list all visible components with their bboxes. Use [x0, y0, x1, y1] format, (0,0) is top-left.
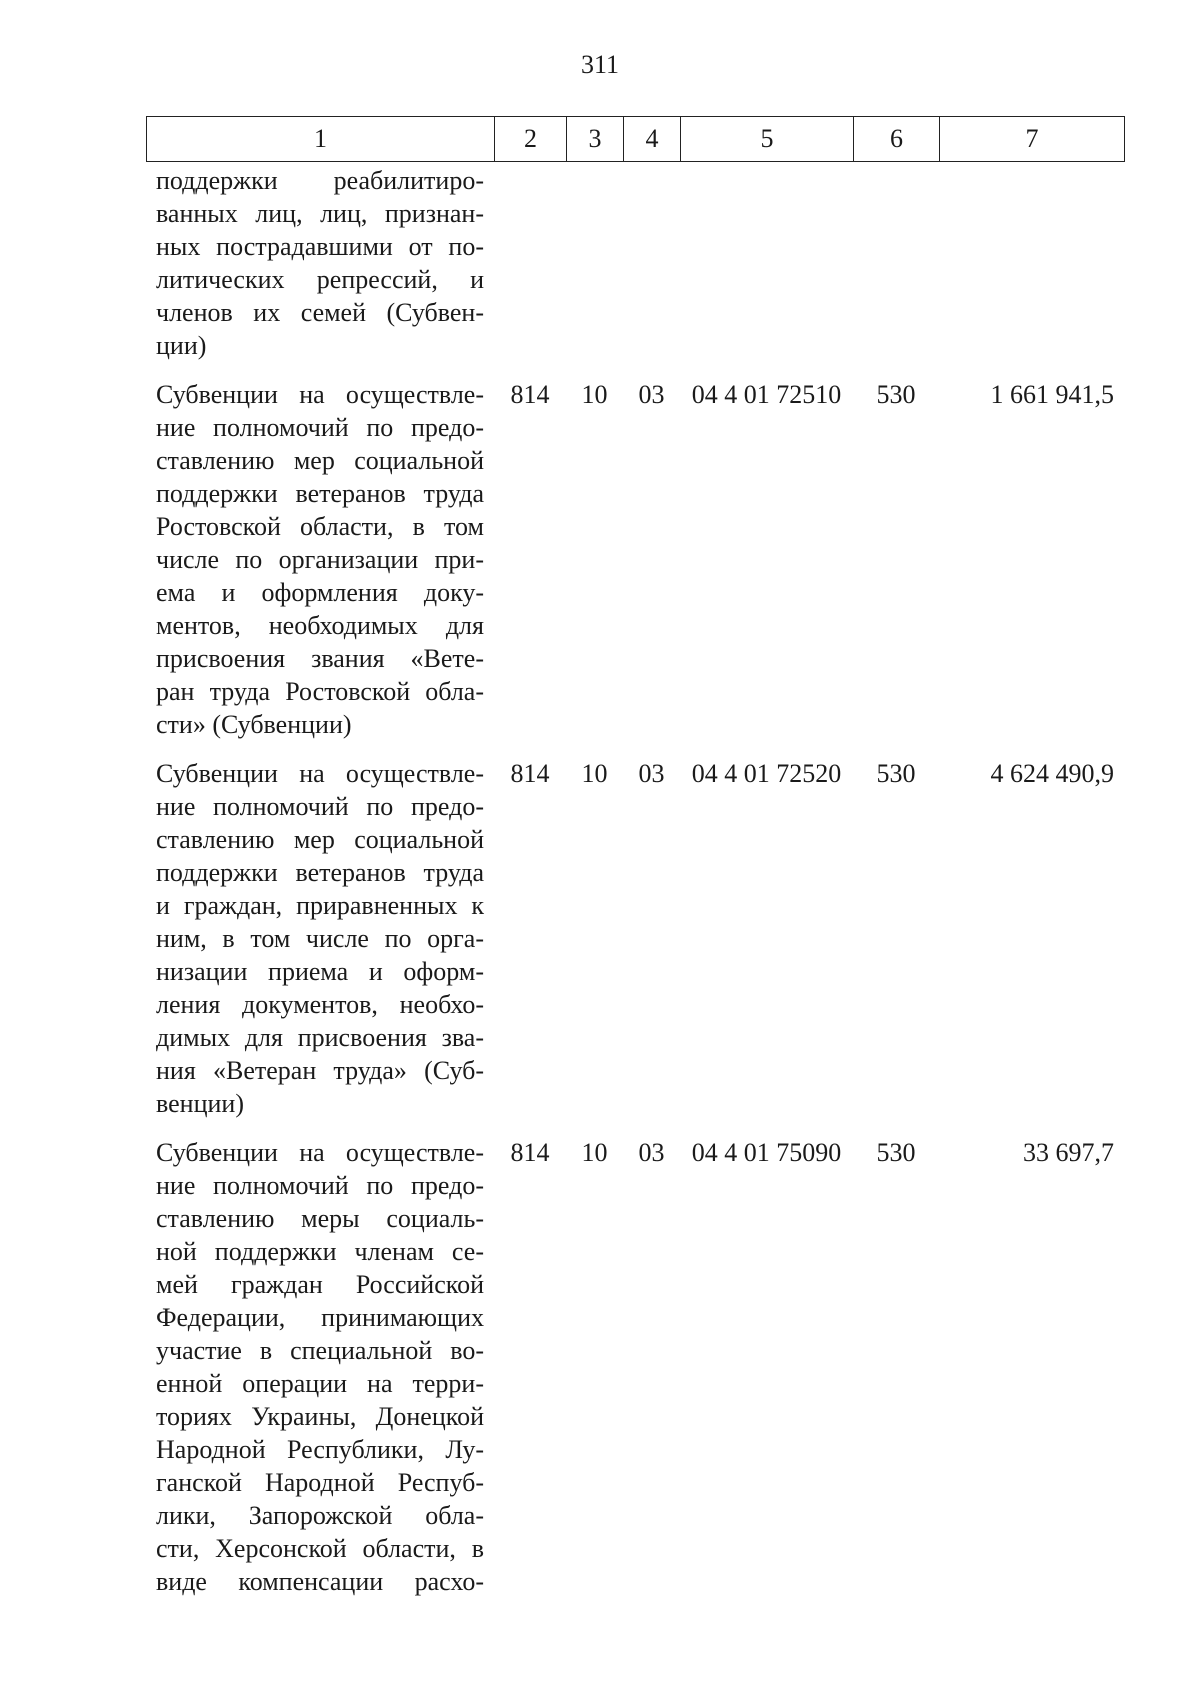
- description-line: енной операции на терри-: [156, 1369, 484, 1398]
- description-line: низации приема и оформ-: [156, 957, 484, 986]
- description-line: поддержки реабилитиро-: [156, 166, 484, 195]
- description-line: членов их семей (Субвен-: [156, 298, 484, 327]
- row-col-7: 1 661 941,5: [990, 380, 1114, 409]
- description-line: венции): [156, 1089, 244, 1118]
- description-line: ставлению мер социальной: [156, 825, 484, 854]
- description-line: ментов, необходимых для: [156, 611, 484, 640]
- description-line: ванных лиц, лиц, признан-: [156, 199, 484, 228]
- description-line: ставлению мер социальной: [156, 446, 484, 475]
- header-col-4: 4: [624, 117, 681, 162]
- row-col-2: 814: [510, 1138, 550, 1167]
- header-col-7: 7: [940, 117, 1125, 162]
- header-col-5: 5: [681, 117, 854, 162]
- row-col-3: 10: [581, 1138, 608, 1167]
- row-col-5: 04 4 01 72520: [691, 759, 842, 788]
- description-line: ления документов, необхо-: [156, 990, 484, 1019]
- description-line: Субвенции на осуществле-: [156, 759, 484, 788]
- description-line: поддержки ветеранов труда: [156, 479, 484, 508]
- row-col-3: 10: [581, 759, 608, 788]
- row-col-2: 814: [510, 759, 550, 788]
- header-col-3: 3: [567, 117, 624, 162]
- description-line: сти, Херсонской области, в: [156, 1534, 484, 1563]
- description-line: ставлению меры социаль-: [156, 1204, 484, 1233]
- description-line: димых для присвоения зва-: [156, 1023, 484, 1052]
- description-line: ран труда Ростовской обла-: [156, 677, 484, 706]
- row-col-5: 04 4 01 72510: [691, 380, 842, 409]
- description-line: присвоения звания «Вете-: [156, 644, 484, 673]
- row-description: [146, 378, 494, 741]
- row-col-4: 03: [638, 380, 665, 409]
- table-row: [146, 164, 1124, 362]
- row-col-6: 530: [876, 1138, 916, 1167]
- description-line: ториях Украины, Донецкой: [156, 1402, 484, 1431]
- row-description: [146, 757, 494, 1120]
- table-row: [146, 757, 1124, 1120]
- description-line: сти» (Субвенции): [156, 710, 352, 739]
- row-col-6: 530: [876, 759, 916, 788]
- table-row: [146, 1136, 1124, 1598]
- description-line: поддержки ветеранов труда: [156, 858, 484, 887]
- description-line: и граждан, приравненных к: [156, 891, 484, 920]
- row-col-6: 530: [876, 380, 916, 409]
- page-number: 311: [580, 50, 620, 79]
- description-line: ния «Ветеран труда» (Суб-: [156, 1056, 484, 1085]
- description-line: Ростовской области, в том: [156, 512, 484, 541]
- row-col-4: 03: [638, 759, 665, 788]
- description-line: ним, в том числе по орга-: [156, 924, 484, 953]
- description-line: Субвенции на осуществле-: [156, 1138, 484, 1167]
- table-header: [146, 116, 1125, 162]
- table-row: [146, 378, 1124, 741]
- row-col-7: 4 624 490,9: [990, 759, 1114, 788]
- row-col-2: 814: [510, 380, 550, 409]
- description-line: числе по организации при-: [156, 545, 484, 574]
- row-description: [146, 1136, 494, 1598]
- row-col-4: 03: [638, 1138, 665, 1167]
- description-line: участие в специальной во-: [156, 1336, 484, 1365]
- description-line: мей граждан Российской: [156, 1270, 484, 1299]
- description-line: виде компенсации расхо-: [156, 1567, 484, 1596]
- description-line: ных пострадавшими от по-: [156, 232, 484, 261]
- row-description: [146, 164, 494, 362]
- description-line: ема и оформления доку-: [156, 578, 484, 607]
- description-line: ганской Народной Респуб-: [156, 1468, 484, 1497]
- description-line: ции): [156, 331, 207, 360]
- row-col-3: 10: [581, 380, 608, 409]
- table-body: [146, 164, 1124, 1614]
- description-line: Субвенции на осуществле-: [156, 380, 484, 409]
- description-line: Федерации, принимающих: [156, 1303, 484, 1332]
- description-line: ние полномочий по предо-: [156, 413, 484, 442]
- description-line: Народной Республики, Лу-: [156, 1435, 484, 1464]
- header-col-6: 6: [854, 117, 940, 162]
- description-line: ной поддержки членам се-: [156, 1237, 484, 1266]
- description-line: литических репрессий, и: [156, 265, 484, 294]
- row-col-5: 04 4 01 75090: [691, 1138, 842, 1167]
- header-col-1: 1: [147, 117, 495, 162]
- header-col-2: 2: [495, 117, 567, 162]
- description-line: ние полномочий по предо-: [156, 792, 484, 821]
- row-col-7: 33 697,7: [1023, 1138, 1114, 1167]
- description-line: ние полномочий по предо-: [156, 1171, 484, 1200]
- description-line: лики, Запорожской обла-: [156, 1501, 484, 1530]
